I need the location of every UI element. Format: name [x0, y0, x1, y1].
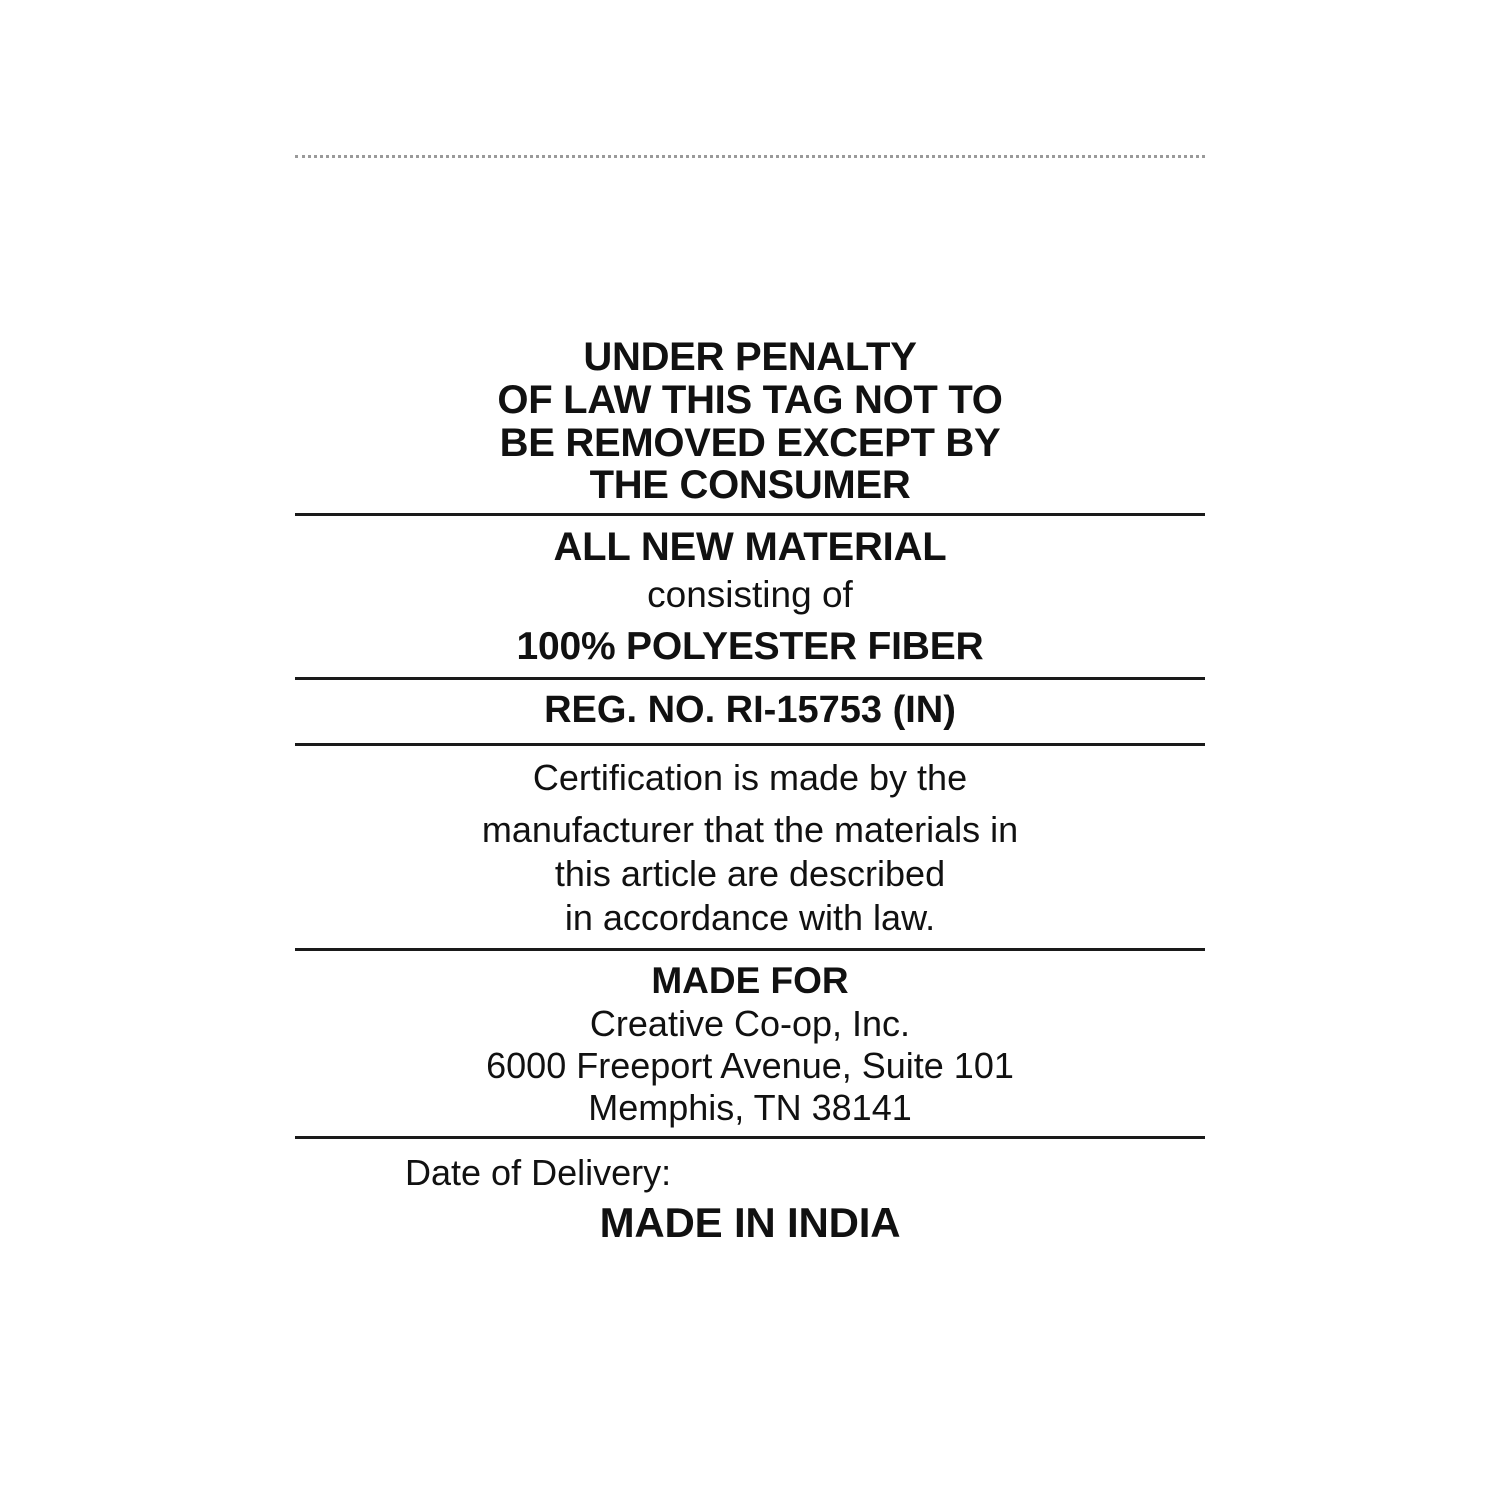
certification-line-2: manufacturer that the materials in	[481, 809, 1019, 851]
tag-content	[295, 336, 1205, 1248]
certification-line-4: in accordance with law.	[564, 896, 936, 938]
made-for-label: MADE FOR	[651, 959, 849, 1001]
certification-line-3: this article are described	[554, 852, 946, 894]
divider-1	[295, 513, 1205, 516]
material-consisting-of: consisting of	[647, 574, 853, 616]
penalty-notice-line-3: BE REMOVED EXCEPT BY	[499, 420, 1001, 465]
company-city-state-zip: Memphis, TN 38141	[588, 1087, 912, 1129]
company-street: 6000 Freeport Avenue, Suite 101	[486, 1045, 1014, 1087]
certification-section	[295, 756, 1205, 940]
registration-number: REG. NO. RI-15753 (IN)	[544, 688, 956, 731]
delivery-section	[295, 1151, 1205, 1249]
penalty-notice-line-2: OF LAW THIS TAG NOT TO	[497, 377, 1003, 422]
divider-3	[295, 743, 1205, 746]
country-of-origin: MADE IN INDIA	[599, 1198, 901, 1246]
divider-4	[295, 948, 1205, 951]
divider-2	[295, 677, 1205, 680]
penalty-notice-line-4: THE CONSUMER	[589, 463, 911, 508]
made-for-section	[295, 959, 1205, 1130]
divider-5	[295, 1136, 1205, 1139]
material-fiber-content: 100% POLYESTER FIBER	[516, 624, 984, 668]
material-heading: ALL NEW MATERIAL	[553, 525, 947, 570]
penalty-notice	[295, 336, 1205, 507]
company-name: Creative Co-op, Inc.	[589, 1003, 911, 1045]
law-label-tag	[295, 0, 1205, 1500]
penalty-notice-line-1: UNDER PENALTY	[583, 335, 917, 379]
perforation-line	[295, 155, 1205, 161]
material-section	[295, 524, 1205, 670]
certification-line-1: Certification is made by the	[532, 757, 968, 799]
registration-section	[295, 688, 1205, 734]
date-of-delivery-label: Date of Delivery:	[405, 1151, 672, 1193]
